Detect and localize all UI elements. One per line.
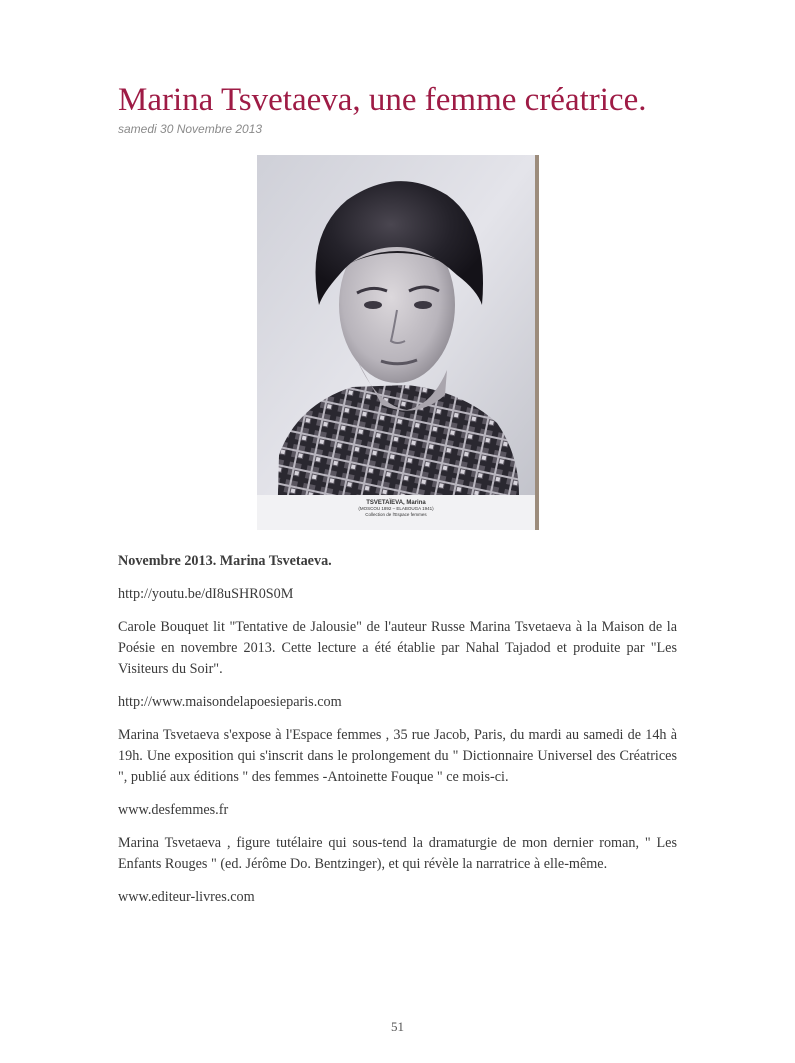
desfemmes-link[interactable]: www.desfemmes.fr <box>118 802 229 818</box>
portrait-photo-drawing <box>257 155 539 530</box>
paragraph-exhibition: Marina Tsvetaeva s'expose à l'Espace femmes , 35 rue Jacob, Paris, du mardi au samedi de 14h à 19h. Une exposition qui s'inscrit dans le prolongement du " Dictionnaire Universel des Créatrices ", publié aux éditions " des femmes -Antoinette Fouque " ce mois-ci. <box>118 727 677 785</box>
page-number: 51 <box>391 1019 404 1034</box>
paragraph-reading: Carole Bouquet lit "Tentative de Jalousie" de l'auteur Russe Marina Tsvetaeva à la Maison de la Poésie en novembre 2013. Cette lecture a été établie par Nahal Tajadod et produite par "Les Visiteurs du Soir". <box>118 619 677 677</box>
photo-caption-name: TSVETAÏEVA, Marina <box>366 500 426 506</box>
post-date: samedi 30 Novembre 2013 <box>118 122 263 136</box>
article-heading: Novembre 2013. Marina Tsvetaeva. <box>118 553 332 569</box>
article-body <box>118 551 677 920</box>
photo-caption-dates: (MOSCOU 1892 – ELABOUGA 1941) <box>358 506 434 511</box>
maison-poesie-link[interactable]: http://www.maisondelapoesieparis.com <box>118 694 342 710</box>
youtube-link[interactable]: http://youtu.be/dI8uSHR0S0M <box>118 586 294 602</box>
page-title: Marina Tsvetaeva, une femme créatrice. <box>118 82 647 118</box>
paragraph-novel: Marina Tsvetaeva , figure tutélaire qui sous-tend la dramaturgie de mon dernier roman, " Les Enfants Rouges " (ed. Jérôme Do. Bentzinger), et qui révèle la narratrice à elle-même. <box>118 835 677 872</box>
photo-caption-credit: Collection de l'Espace femmes <box>365 512 427 517</box>
editeur-livres-link[interactable]: www.editeur-livres.com <box>118 889 255 905</box>
portrait-photo <box>257 155 539 530</box>
